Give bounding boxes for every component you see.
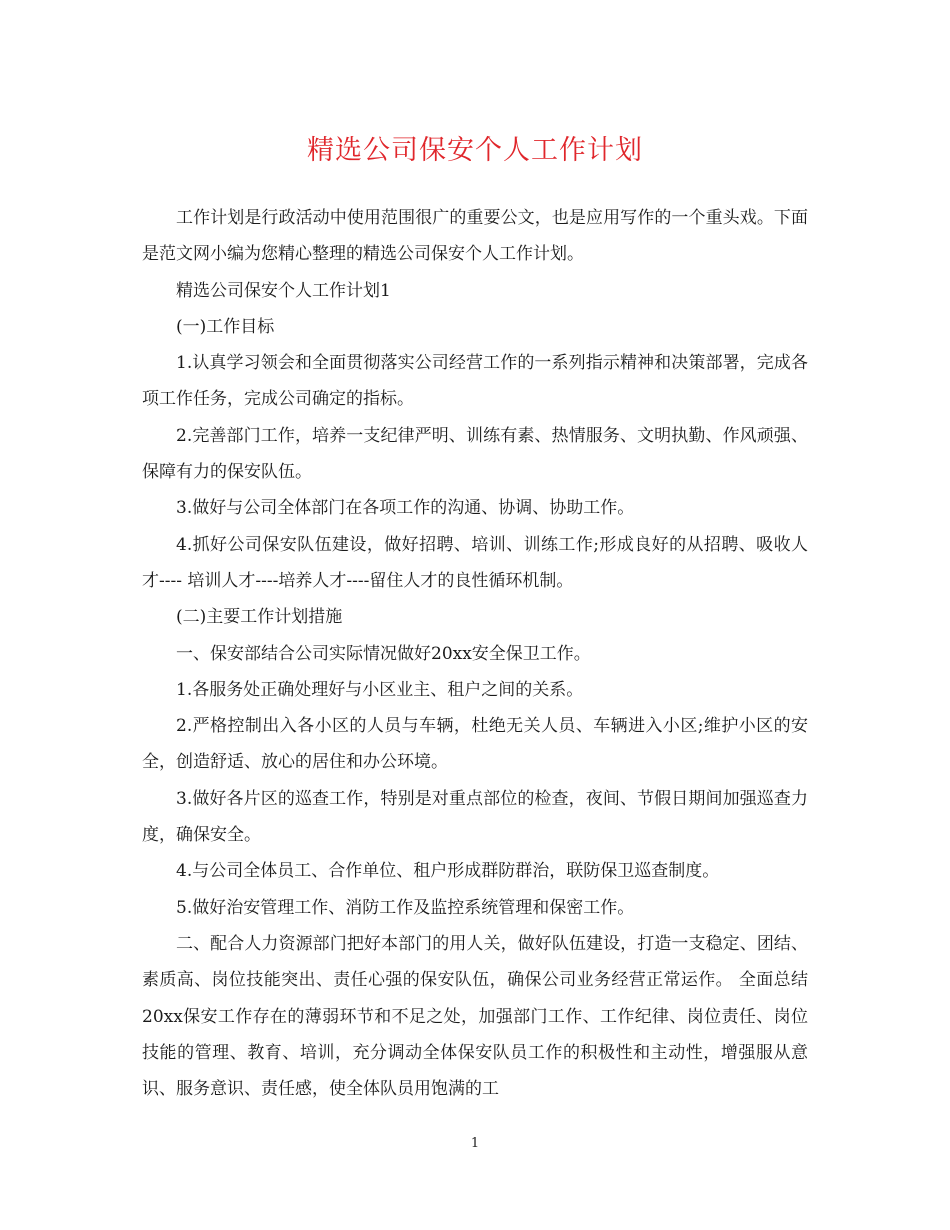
list-item: 4.抓好公司保安队伍建设，做好招聘、培训、训练工作;形成良好的从招聘、吸收人才---- 培训人才----培养人才----留住人才的良性循环机制。 bbox=[142, 534, 808, 591]
list-item: 1.认真学习领会和全面贯彻落实公司经营工作的一系列指示精神和决策部署，完成各项工作任务，完成公司确定的指标。 bbox=[142, 353, 808, 410]
list-item: 1.各服务处正确处理好与小区业主、租户之间的关系。 bbox=[176, 679, 584, 700]
subheading-goals: (一)工作目标 bbox=[176, 316, 275, 337]
list-item: 4.与公司全体员工、合作单位、租户形成群防群治，联防保卫巡查制度。 bbox=[176, 861, 720, 882]
page-number: 1 bbox=[470, 1136, 480, 1151]
document-title: 精选公司保安个人工作计划 bbox=[307, 135, 643, 166]
document-body bbox=[142, 200, 808, 1107]
list-item: 5.做好治安管理工作、消防工作及监控系统管理和保密工作。 bbox=[176, 897, 635, 918]
list-item: 2.完善部门工作，培养一支纪律严明、训练有素、热情服务、文明执勤、作风顽强、保障有力的保安队伍。 bbox=[142, 425, 808, 483]
section-item-two: 二、配合人力资源部门把好本部门的用人关，做好队伍建设，打造一支稳定、团结、素质高、岗位技能突出、责任心强的保安队伍，确保公司业务经营正常运作。 全面总结20xx保安工作存在的薄弱环节和不足之处，加强部门工作、工作纪律、岗位责任、岗位技能的管理、教育、培训，充分调动全体保安队员工作的积极性和主动性，增强服从意识、服务意识、责任感，使全体队员用饱满的工 bbox=[142, 933, 808, 1100]
list-item: 2.严格控制出入各小区的人员与车辆，杜绝无关人员、车辆进入小区;维护小区的安全，创造舒适、放心的居住和办公环境。 bbox=[142, 716, 808, 773]
paragraph-intro: 工作计划是行政活动中使用范围很广的重要公文，也是应用写作的一个重头戏。下面是范文网小编为您精心整理的精选公司保安个人工作计划。 bbox=[142, 208, 808, 265]
list-item: 3.做好各片区的巡查工作，特别是对重点部位的检查，夜间、节假日期间加强巡查力度，确保安全。 bbox=[142, 788, 808, 846]
section-item-one: 一、保安部结合公司实际情况做好20xx安全保卫工作。 bbox=[176, 643, 591, 664]
list-item: 3.做好与公司全体部门在各项工作的沟通、协调、协助工作。 bbox=[176, 498, 635, 519]
section-heading-plan-1: 精选公司保安个人工作计划1 bbox=[176, 280, 391, 301]
subheading-measures: (二)主要工作计划措施 bbox=[176, 607, 343, 628]
